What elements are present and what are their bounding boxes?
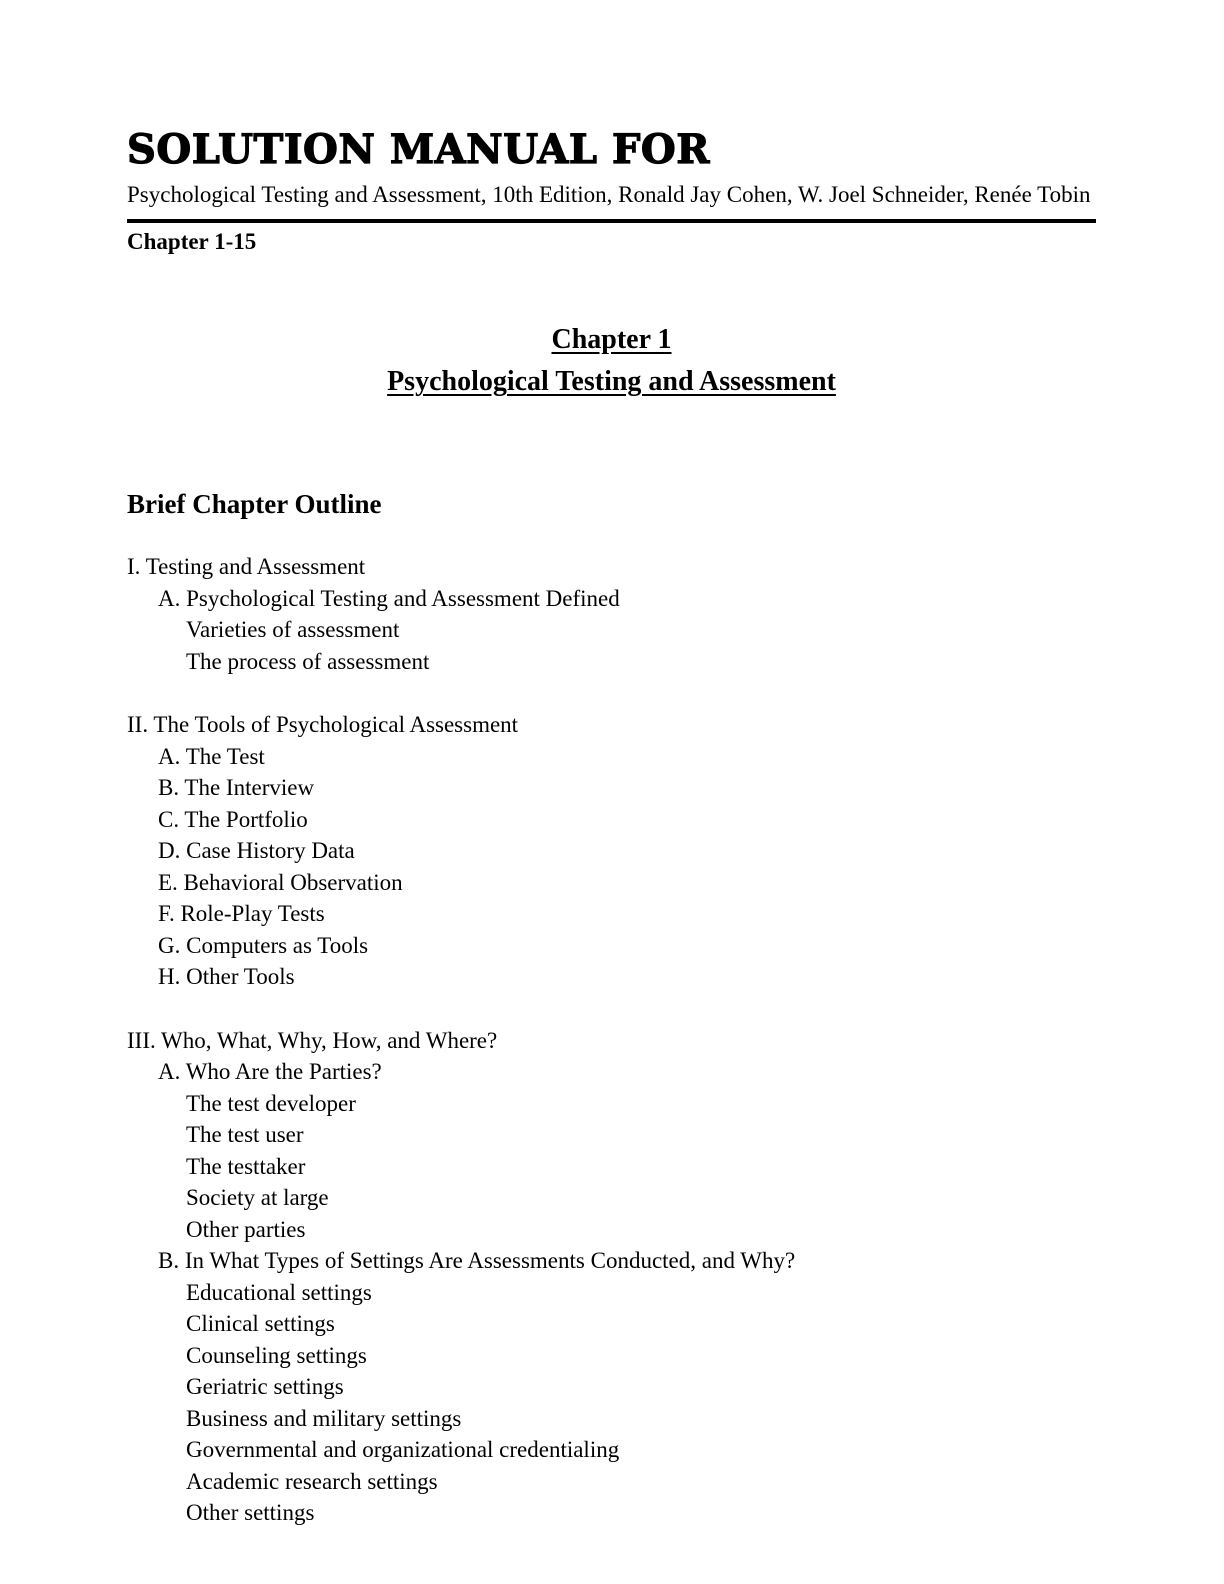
outline-line: The testtaker [186, 1153, 306, 1179]
outline-line: Geriatric settings [186, 1374, 344, 1399]
outline-line: Governmental and organizational credentialing [186, 1437, 620, 1462]
outline-list [127, 551, 1096, 1529]
outline-line: Counseling settings [186, 1342, 367, 1368]
chapter-title: Psychological Testing and Assessment [387, 366, 836, 397]
outline-line: B. In What Types of Settings Are Assessments Conducted, and Why? [158, 1248, 796, 1273]
chapter-number: Chapter 1 [551, 324, 672, 355]
outline-line: The test developer [186, 1090, 356, 1116]
outline-line: A. The Test [158, 743, 265, 769]
outline-line: F. Role-Play Tests [158, 901, 325, 926]
outline-line: The process of assessment [186, 648, 430, 674]
chapter-range-label: Chapter 1-15 [127, 229, 257, 254]
manual-title: SOLUTION MANUAL FOR [127, 126, 710, 173]
outline-heading: Brief Chapter Outline [127, 489, 382, 519]
outline-line: A. Who Are the Parties? [158, 1059, 382, 1084]
outline-line: H. Other Tools [158, 964, 295, 989]
outline-line: Other settings [186, 1500, 315, 1525]
outline-line: Academic research settings [186, 1468, 438, 1494]
divider-rule [127, 219, 1096, 223]
outline-line: E. Behavioral Observation [158, 869, 403, 895]
outline-line: III. Who, What, Why, How, and Where? [127, 1027, 498, 1053]
chapter-heading [127, 319, 1096, 403]
outline-line: Educational settings [186, 1279, 372, 1305]
outline-line: II. The Tools of Psychological Assessment [127, 712, 519, 737]
outline-line: Varieties of assessment [186, 617, 400, 642]
outline-line: A. Psychological Testing and Assessment Defined [158, 585, 620, 611]
outline-line: I. Testing and Assessment [127, 554, 366, 579]
outline-line: Other parties [186, 1216, 306, 1242]
outline-line: D. Case History Data [158, 838, 355, 863]
outline-line: C. The Portfolio [158, 806, 308, 832]
outline-line: Clinical settings [186, 1311, 335, 1336]
outline-line: G. Computers as Tools [158, 932, 369, 958]
outline-line: Business and military settings [186, 1405, 462, 1431]
outline-line: Society at large [186, 1185, 329, 1210]
manual-subtitle: Psychological Testing and Assessment, 10th Edition, Ronald Jay Cohen, W. Joel Schneider, Renée Tobin [127, 182, 1091, 207]
outline-line: The test user [186, 1122, 304, 1147]
outline-line: B. The Interview [158, 775, 315, 800]
